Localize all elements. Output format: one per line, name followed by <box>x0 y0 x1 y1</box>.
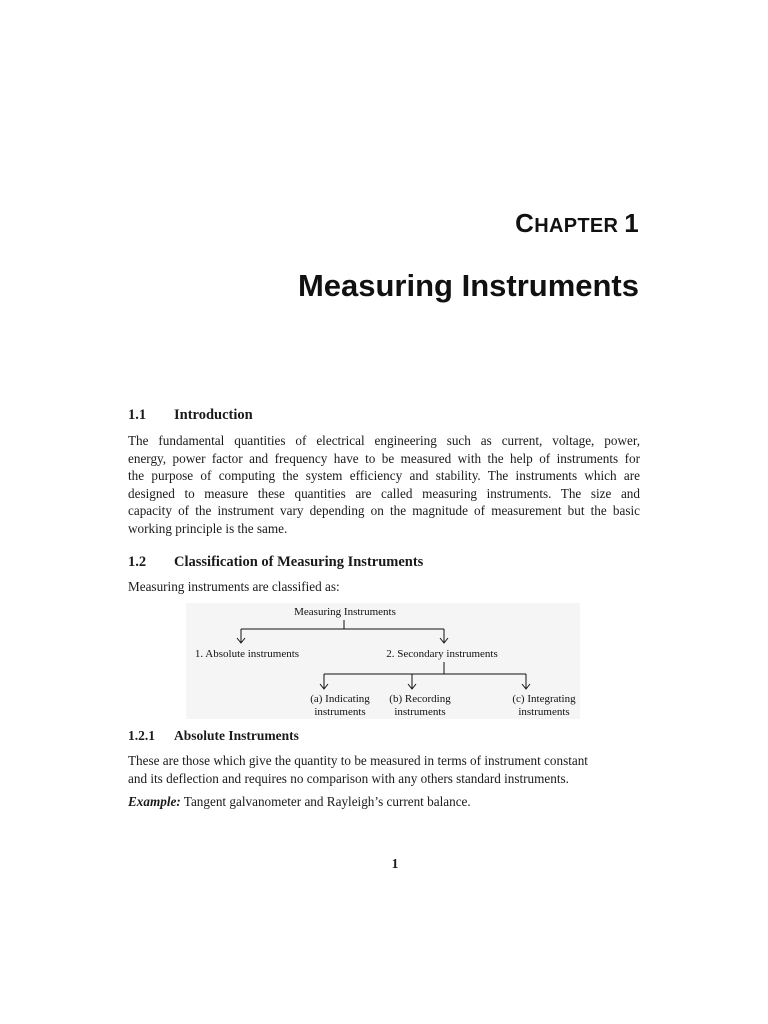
section-heading-introduction <box>128 407 253 424</box>
diagram-node-line: instruments <box>314 705 366 718</box>
diagram-node-line: (a) Indicating <box>310 693 370 705</box>
diagram-node-indicating <box>304 693 376 718</box>
classification-lead-text: Measuring instruments are classified as: <box>128 579 340 594</box>
paragraph-line: capacity of the instrument vary depending on the magnitude of measurement but the basic <box>128 503 640 519</box>
paragraph-line: energy, power factor and frequency have to be measured with the help of instruments for <box>128 450 640 466</box>
section-number: 1.2 <box>128 554 147 570</box>
diagram-node-recording <box>384 693 456 718</box>
paragraph-line: These are those which give the quantity to be measured in terms of instrument constant <box>128 753 588 768</box>
example-line <box>128 794 471 810</box>
chapter-number: 1 <box>624 208 639 238</box>
chapter-label-initial: C <box>515 208 535 238</box>
diagram-node-integrating <box>506 693 582 718</box>
diagram-node-root: Measuring Instruments <box>294 606 396 618</box>
diagram-node-line: (c) Integrating <box>512 693 576 705</box>
absolute-instruments-paragraph <box>128 752 640 787</box>
section-title: Introduction <box>174 407 253 423</box>
diagram-node-line: (b) Recording <box>389 693 451 705</box>
chapter-label-rest: HAPTER <box>534 215 619 237</box>
chapter-label <box>515 208 639 239</box>
section-number: 1.2.1 <box>128 728 155 743</box>
diagram-node-line: instruments <box>518 705 570 718</box>
section-heading-absolute-instruments <box>128 728 299 744</box>
paragraph-line: designed to measure these quantities are called measuring instruments. The size and <box>128 485 640 501</box>
example-label: Example: <box>128 794 181 809</box>
diagram-node-secondary: 2. Secondary instruments <box>386 648 498 660</box>
paragraph-line: The fundamental quantities of electrical engineering such as current, voltage, power, <box>128 433 640 448</box>
paragraph-line: and its deflection and requires no comparison with any others standard instruments. <box>128 770 569 786</box>
diagram-node-line: instruments <box>394 705 446 718</box>
page-number: 1 <box>391 856 399 871</box>
section-title: Classification of Measuring Instruments <box>174 554 424 570</box>
section-title: Absolute Instruments <box>174 728 299 743</box>
example-text: Tangent galvanometer and Rayleigh’s current balance. <box>180 794 471 809</box>
section-number: 1.1 <box>128 407 147 423</box>
paragraph-line: the purpose of computing the system efficiency and stability. The instruments which are <box>128 468 640 484</box>
classification-diagram <box>186 603 580 719</box>
chapter-title: Measuring Instruments <box>297 268 639 303</box>
section-heading-classification <box>128 554 423 571</box>
diagram-node-absolute: 1. Absolute instruments <box>194 648 300 660</box>
introduction-paragraph <box>128 432 640 538</box>
paragraph-line: working principle is the same. <box>128 520 288 536</box>
